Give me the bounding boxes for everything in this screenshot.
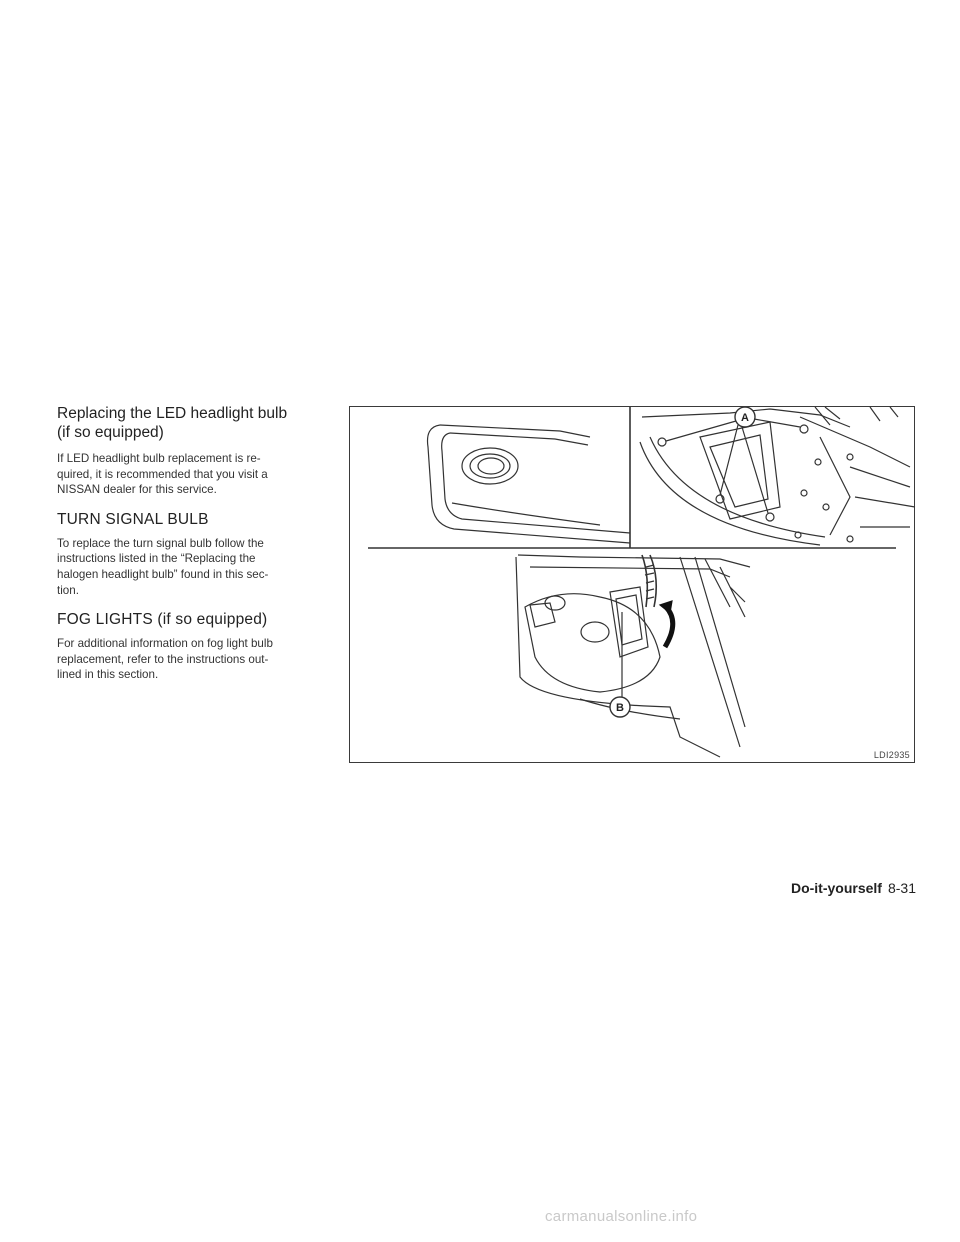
fog-lights-heading: FOG LIGHTS (if so equipped) [57, 611, 268, 629]
watermark: carmanualsonline.info [545, 1208, 698, 1225]
text-column [57, 404, 327, 683]
page-number: 8-31 [887, 880, 916, 896]
callout-b-label: B [616, 702, 624, 714]
figure-code: LDI2935 [873, 750, 910, 760]
headlight-socket-drawing [516, 555, 750, 757]
led-headlight-paragraph: If LED headlight bulb replacement is re- quired, it is recommended that you visit a NISSAN dealer for this service. [57, 452, 268, 497]
fog-lights-paragraph: For additional information on fog light bulb replacement, refer to the instructions out- lined in this section. [57, 637, 273, 682]
callout-a-label: A [741, 412, 749, 424]
figure-drawing [350, 407, 916, 764]
bulb-replacement-figure [349, 406, 915, 763]
page-footer [791, 880, 916, 896]
bumper-fasteners-drawing [640, 407, 915, 545]
led-headlight-title: Replacing the LED headlight bulb (if so equipped) [57, 405, 288, 441]
turn-signal-paragraph: To replace the turn signal bulb follow the instructions listed in the “Replacing the halogen headlight bulb” found in this sec- tion. [57, 536, 269, 597]
turn-signal-heading: TURN SIGNAL BULB [57, 510, 209, 528]
fog-light-bezel-drawing [428, 425, 631, 543]
footer-section-name: Do-it-yourself [790, 880, 882, 896]
